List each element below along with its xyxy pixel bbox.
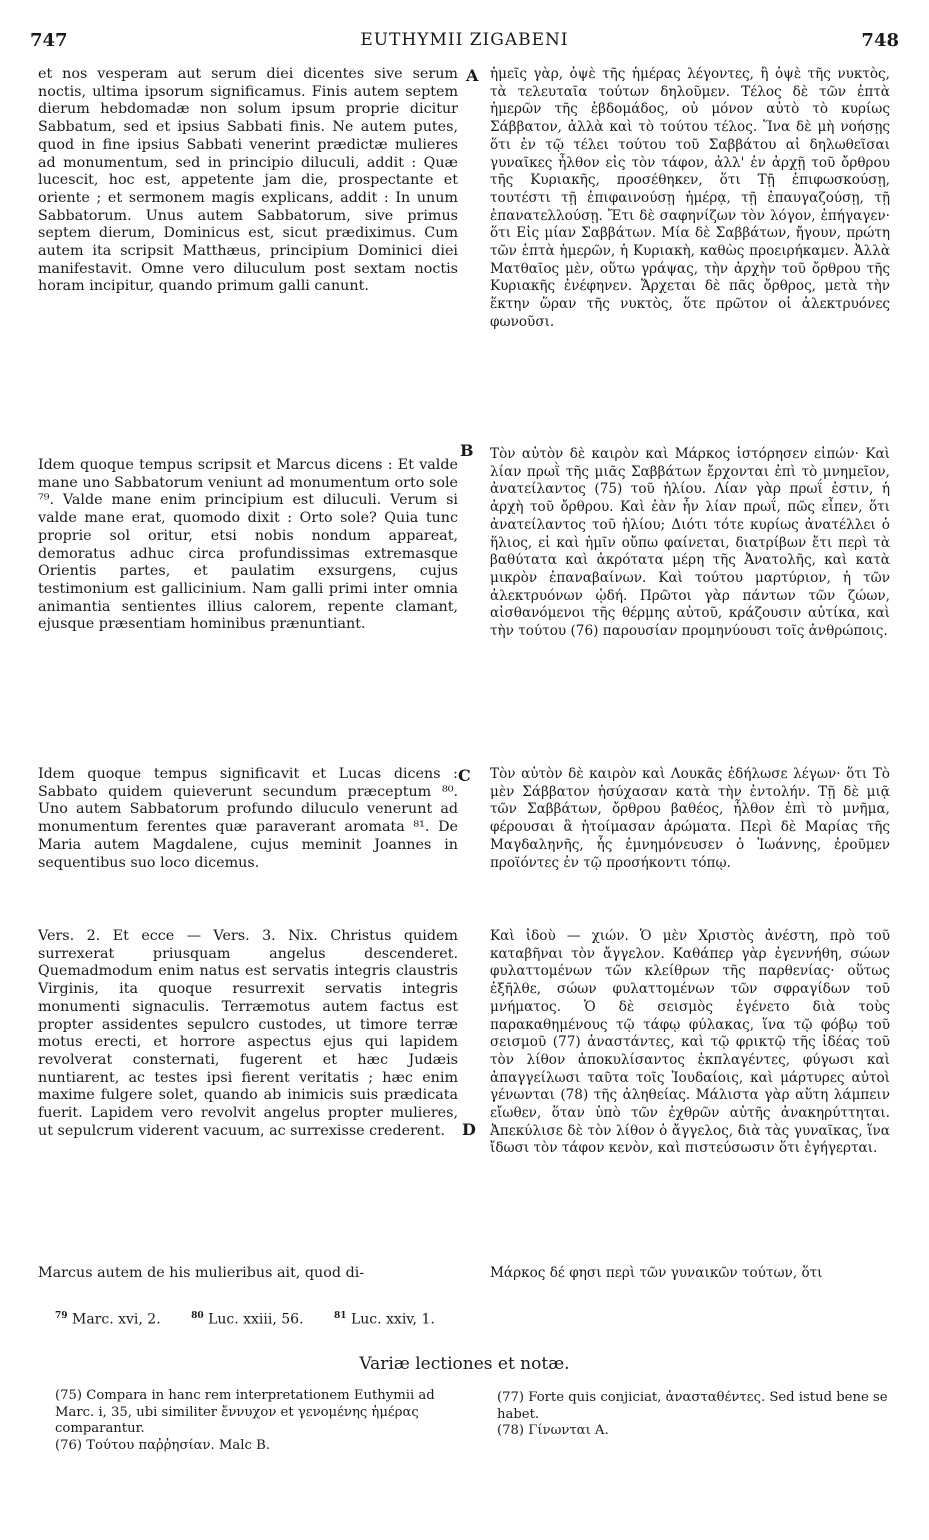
- variae-lectiones-heading: Variæ lectiones et notæ.: [359, 1354, 570, 1374]
- latin-paragraph: Vers. 2. Et ecce — Vers. 3. Nix. Christus quidem surrexerat priusquam angelus descenderet. Quemadmodum enim natus est servatis integris claustris Virginis, ita quoque resurrexit servatis integris monumenti signaculis. Terræmotus autem factus est propter assidentes sepulcro custodes, ut timore terræ motus erecti, et horrore aspectus ejus qui lapidem revolverat consternati, fugerent et hæc Judæis nuntiarent, ac testes ipsi fierent veritatis ; hæc enim maxime fulgere solet, quando ab inimicis suis prædicata fuerit. Lapidem vero revolvit angelus propter mulieres, ut sepulcrum viderent vacuum, ac surrexisse crederent.: [38, 928, 458, 1139]
- latin-paragraph: Idem quoque tempus scripsit et Marcus dicens : Et valde mane uno Sabbatorum veniunt ad monumentum orto sole ⁷⁹. Valde mane enim principium est diluculi. Verum si valde mane erat, quomodo dixit : Orto sole? Quia tunc proprie sol oritur, etsi nobis nondum appareat, demoratus adhuc circa profundissimas extremasque Orientis partes, et paulatim exsurgens, cujus testimonium est gallicinium. Nam galli primi inter omnia animantia sentientes illius calorem, repente clamant, ejusque præsentiam hominibus prænuntiant.: [38, 457, 458, 633]
- section-marker: B: [460, 441, 474, 460]
- latin-paragraph: Idem quoque tempus significavit et Lucas dicens : Sabbato quidem quieverunt secundum præceptum ⁸⁰. Uno autem Sabbatorum profundo diluculo venerunt ad monumentum ferentes quæ paraverant aromata ⁸¹. De Maria autem Magdalene, cujus meminit Joannes in sequentibus suo loco dicemus.: [38, 766, 458, 871]
- variant-notes-right: [497, 1390, 897, 1440]
- section-marker: C: [458, 766, 471, 785]
- greek-paragraph: Καὶ ἰδοὺ — χιών. Ὁ μὲν Χριστὸς ἀνέστη, πρὸ τοῦ καταβῆναι τὸν ἄγγελον. Καθάπερ γὰρ ἐγεννήθη, σώων φυλαττομένων τῶν κλείθρων τῆς παρθενίας· οὕτως ἐξῆλθε, σώων φυλαττομένων τῶν σφραγίδων τοῦ μνήματος. Ὁ δὲ σεισμὸς ἐγένετο διὰ τοὺς παρακαθημένους τῷ τάφῳ φύλακας, ἵνα τῷ φόβῳ τοῦ σεισμοῦ (77) ἀναστάντες, καὶ τῷ φρικτῷ τῆς ἰδέας τοῦ τὸν λίθον ἀποκυλίσαντος ἐκπλαγέντες, φύγωσι καὶ ἀπαγγείλωσι ταῦτα τοῖς Ἰουδαίοις, καὶ μάρτυρες αὐτοὶ γένωνται (78) τῆς ἀληθείας. Μάλιστα γὰρ αὕτη λάμπειν εἴωθεν, ὅταν ὑπὸ τῶν ἐχθρῶν αὐτῆς ἀνακηρύττηται. Ἀπεκύλισε δὲ τὸν λίθον ὁ ἄγγελος, διὰ τὰς γυναῖκας, ἵνα ἴδωσι τὸν τάφον κενὸν, καὶ πιστεύσωσιν ὅτι ἐγήγερται.: [490, 928, 890, 1157]
- footnote: $^{81}$ Luc. xxiv, 1.: [333, 1311, 435, 1328]
- latin-paragraph: et nos vesperam aut serum diei dicentes sive serum noctis, ultima ipsorum significamus. Finis autem septem dierum hebdomadæ non solum ipsum proprie dicitur Sabbatum, sed et ipsius Sabbati finis. Ne autem putes, quod in fine ipsius Sabbati venerint prædictæ mulieres ad monumentum, sed in principio diluculi, addit : Quæ lucescit, hoc est, appetente jam die, prospectante et oriente ; et sermonem magis explicans, addit : In unum Sabbatorum. Unus autem Sabbatorum, sive primus septem dierum, Dominicus est, sicut prædiximus. Cum autem ita scripsit Matthæus, principium Dominici diei manifestavit. Omne vero diluculum post sextam noctis horam incipitur, quando primum galli canunt.: [38, 66, 458, 295]
- footnote: $^{79}$ Marc. xvi, 2.: [55, 1311, 161, 1328]
- latin-paragraph: Marcus autem de his mulieribus ait, quod di-: [38, 1265, 365, 1281]
- variant-note: (78) Γίνωνται A.: [497, 1423, 609, 1439]
- greek-paragraph: Τὸν αὐτὸν δὲ καιρὸν καὶ Μάρκος ἱστόρησεν εἰπών· Καὶ λίαν πρωῒ τῆς μιᾶς Σαββάτων ἔρχονται ἐπὶ τὸ μνημεῖον, ἀνατείλαντος (75) τοῦ ἡλίου. Λίαν γὰρ πρωΐ ἐστιν, ἡ ἀρχὴ τοῦ ὄρθρου. Καὶ ἐὰν ἦν λίαν πρωΐ, πῶς εἶπεν, ὅτι ἀνατείλαντος τοῦ ἡλίου; Διότι τότε κυρίως ἀνατέλλει ὁ ἥλιος, εἰ καὶ ἡμῖν οὔπω φαίνεται, διατρίβων ἔτι περὶ τὰ βαθύτατα καὶ ἀκρότατα μέρη τῆς Ἀνατολῆς, καὶ κατὰ μικρὸν ἐπαναβαίνων. Καὶ τούτου μαρτύριον, ἡ τῶν ἀλεκτρυόνων ᾠδή. Πρῶτοι γὰρ πάντων τῶν ζώων, αἰσθανόμενοι τῆς θέρμης αὐτοῦ, κράζουσιν αὐτίκα, καὶ τὴν τούτου (76) παρουσίαν προμηνύουσι τοῖς ἀνθρώποις.: [490, 446, 890, 640]
- left-page-number: 747: [30, 30, 68, 51]
- section-marker: A: [466, 66, 479, 85]
- variant-notes-left: [55, 1388, 465, 1454]
- greek-paragraph: Τὸν αὐτὸν δὲ καιρὸν καὶ Λουκᾶς ἐδήλωσε λέγων· ὅτι Τὸ μὲν Σάββατον ἡσύχασαν κατὰ τὴν ἐντολήν. Τῇ δὲ μιᾷ τῶν Σαββάτων, ὄρθρου βαθέος, ἦλθον ἐπὶ τὸ μνῆμα, φέρουσαι ἃ ἡτοίμασαν ἀρώματα. Περὶ δὲ Μαρίας τῆς Μαγδαληνῆς, ἧς ἐμνημόνευσεν ὁ Ἰωάννης, ἐροῦμεν προϊόντες ἐν τῷ προσήκοντι τόπῳ.: [490, 766, 890, 871]
- greek-paragraph: Μάρκος δέ φησι περὶ τῶν γυναικῶν τούτων, ὅτι: [490, 1265, 823, 1281]
- running-title: EUTHYMII ZIGABENI: [360, 30, 569, 50]
- greek-paragraph: ἡμεῖς γὰρ, ὀψὲ τῆς ἡμέρας λέγοντες, ἢ ὀψὲ τῆς νυκτὸς, τὰ τελευταῖα τούτων δηλοῦμεν. Τέλος δὲ τῶν ἑπτὰ ἡμερῶν τῆς ἑβδομάδος, οὐ μόνον αὐτὸ τὸ κυρίως Σάββατον, ἀλλὰ καὶ τὸ τούτου τέλος. Ἵνα δὲ μὴ νοήσῃς ὅτι ἐν τῷ τέλει τούτου τοῦ Σαββάτου αἱ δηλωθεῖσαι γυναῖκες ἦλθον εἰς τὸν τάφον, ἀλλ' ἐν ἀρχῇ τοῦ ὄρθρου τῆς Κυριακῆς, προσέθηκεν, ὅτι Τῇ ἐπιφωσκούσῃ, τουτέστι τῇ ἐπιφαινούσῃ ἡμέρᾳ, τῇ ἐπαυγαζούσῃ, τῇ ἐπανατελλούσῃ. Ἔτι δὲ σαφηνίζων τὸν λόγον, ἐπήγαγεν· ὅτι Εἰς μίαν Σαββάτων. Μία δὲ Σαββάτων, ἤγουν, πρώτη τῶν ἑπτὰ ἡμερῶν, ἡ Κυριακὴ, καθὼς προειρήκαμεν. Ἀλλὰ Ματθαῖος μὲν, οὕτω γράψας, τὴν ἀρχὴν τοῦ ὄρθρου τῆς Κυριακῆς ἐνέφηνεν. Ἄρχεται δὲ πᾶς ὄρθρος, μετὰ τὴν ἕκτην ὥραν τῆς νυκτὸς, ὅτε πρῶτον οἱ ἀλεκτρυόνες φωνοῦσι.: [490, 66, 890, 330]
- footnote: $^{80}$ Luc. xxiii, 56.: [191, 1311, 304, 1328]
- scripture-footnotes: [55, 1311, 461, 1328]
- section-marker: D: [462, 1120, 476, 1139]
- variant-note: (76) Τούτου παῤῥησίαν. Malc B.: [55, 1437, 270, 1453]
- running-header: [26, 30, 903, 54]
- variant-note: (75) Compara in hanc rem interpretationem Euthymii ad Marc. i, 35, ubi similiter ἔννυχον et γενομένης ἡμέρας comparantur.: [55, 1388, 435, 1437]
- right-page-number: 748: [861, 30, 899, 51]
- variant-note: (77) Forte quis conjiciat, ἀνασταθέντες. Sed istud bene se habet.: [497, 1390, 888, 1422]
